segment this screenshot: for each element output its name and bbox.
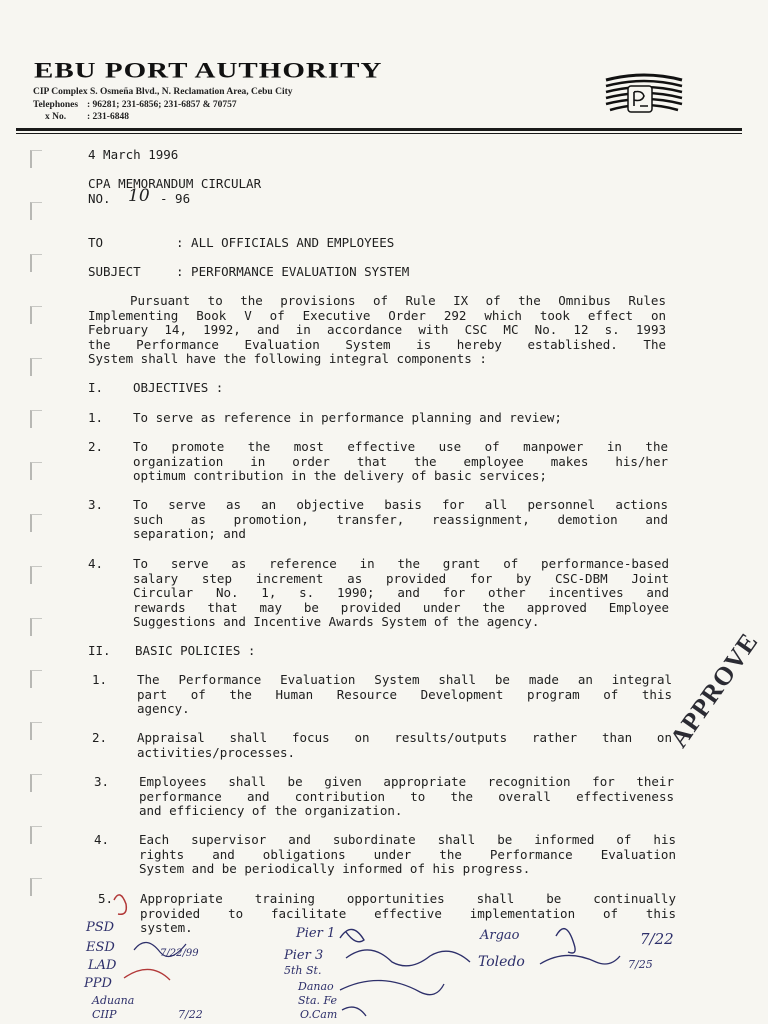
letterhead-telephones: Telephones : 96281; 231-6856; 231-6857 & 70757 (33, 99, 237, 110)
section-2-number: II. (88, 643, 111, 658)
objective-1: To serve as reference in performance planning and review; (133, 411, 562, 425)
objective-4-number: 4. (88, 556, 104, 571)
handwritten-date-3: 7/25 (628, 958, 653, 971)
objective-2-number: 2. (88, 439, 104, 454)
policy-2: Appraisal shall focus on results/outputs rather than on activities/processes. (137, 731, 672, 760)
objective-2: To promote the most effective use of manpower in the organization in order that the employee makes his/her optimum contribution in the delivery of basic services; (133, 440, 668, 484)
objective-3-number: 3. (88, 497, 104, 512)
approved-stamp: APPROVE (664, 627, 764, 753)
handwritten-date-4: 7/22 (178, 1008, 203, 1021)
routing-pier1: Pier 1 (296, 926, 336, 941)
routing-5th-st: 5th St. (284, 964, 322, 977)
handwritten-date-2: 7/22 (640, 930, 674, 948)
letterhead-address: CIP Complex S. Osmeña Blvd., N. Reclamation Area, Cebu City (33, 87, 293, 97)
routing-ppd: PPD (84, 976, 112, 991)
routing-ocam: O.Cam (300, 1008, 338, 1021)
to-label: TO (88, 235, 104, 250)
memo-number-handwritten: 10 (128, 186, 150, 206)
subject-label: SUBJECT (88, 264, 141, 279)
policy-1: The Performance Evaluation System shall be made an integral part of the Human Resource Development program of this agency. (137, 673, 672, 717)
memo-number-suffix: - 96 (160, 191, 191, 206)
policy-1-number: 1. (92, 672, 108, 687)
policy-3: Employees shall be given appropriate recognition for their performance and contribution to the overall effectiveness and efficiency of the organization. (139, 775, 674, 819)
routing-danao: Danao (298, 980, 334, 993)
routing-psd: PSD (86, 920, 115, 935)
policy-3-number: 3. (94, 774, 110, 789)
memo-number-prefix: NO. (88, 191, 111, 206)
section-2-title: BASIC POLICIES : (135, 643, 256, 658)
policy-4-number: 4. (94, 832, 110, 847)
routing-ciip: CIIP (92, 1008, 117, 1021)
letterhead-fax: x No. : 231-6848 (45, 112, 129, 122)
routing-aduana: Aduana (92, 994, 135, 1007)
handwritten-date-1: 7/22/99 (160, 948, 199, 959)
routing-toledo: Toledo (478, 954, 525, 970)
to-value: : ALL OFFICIALS AND EMPLOYEES (176, 235, 395, 250)
routing-esd: ESD (86, 940, 115, 955)
routing-argao: Argao (480, 928, 520, 943)
memo-date: 4 March 1996 (88, 147, 179, 162)
objective-1-number: 1. (88, 410, 104, 425)
policy-5-number: 5. (98, 891, 114, 906)
section-1-title: OBJECTIVES : (133, 380, 224, 395)
policy-2-number: 2. (92, 730, 108, 745)
intro-paragraph: Pursuant to the provisions of Rule IX of the Omnibus Rules Implementing Book V of Executive Order 292 which took effect on February 14, 1992, and in accordance with CSC MC No. 12 s. 1993 the Performance Evaluation System is hereby established. The System shall have the following integral components : (88, 294, 666, 367)
section-1-number: I. (88, 380, 104, 395)
objective-4: To serve as reference in the grant of performance-based salary step increment as provided for by CSC-DBM Joint Circular No. 1, s. 1990; and for other incentives and rewards that may be provided under the approved Employee Suggestions and Incentive Awards System of the agency. (133, 557, 669, 630)
routing-lad: LAD (88, 958, 117, 973)
letterhead-title: EBU PORT AUTHORITY (34, 58, 383, 83)
subject-value: : PERFORMANCE EVALUATION SYSTEM (176, 264, 410, 279)
memo-heading: CPA MEMORANDUM CIRCULAR (88, 176, 262, 191)
routing-sta-fe: Sta. Fe (298, 994, 338, 1007)
objective-3: To serve as an objective basis for all personnel actions such as promotion, transfer, reassignment, demotion and separation; and (133, 498, 668, 542)
policy-5: Appropriate training opportunities shall be continually provided to facilitate effective implementation of this system. (140, 892, 676, 936)
policy-4: Each supervisor and subordinate shall be informed of his rights and obligations under the Performance Evaluation System and be periodically informed of his progress. (139, 833, 676, 877)
routing-pier3: Pier 3 (284, 948, 324, 963)
